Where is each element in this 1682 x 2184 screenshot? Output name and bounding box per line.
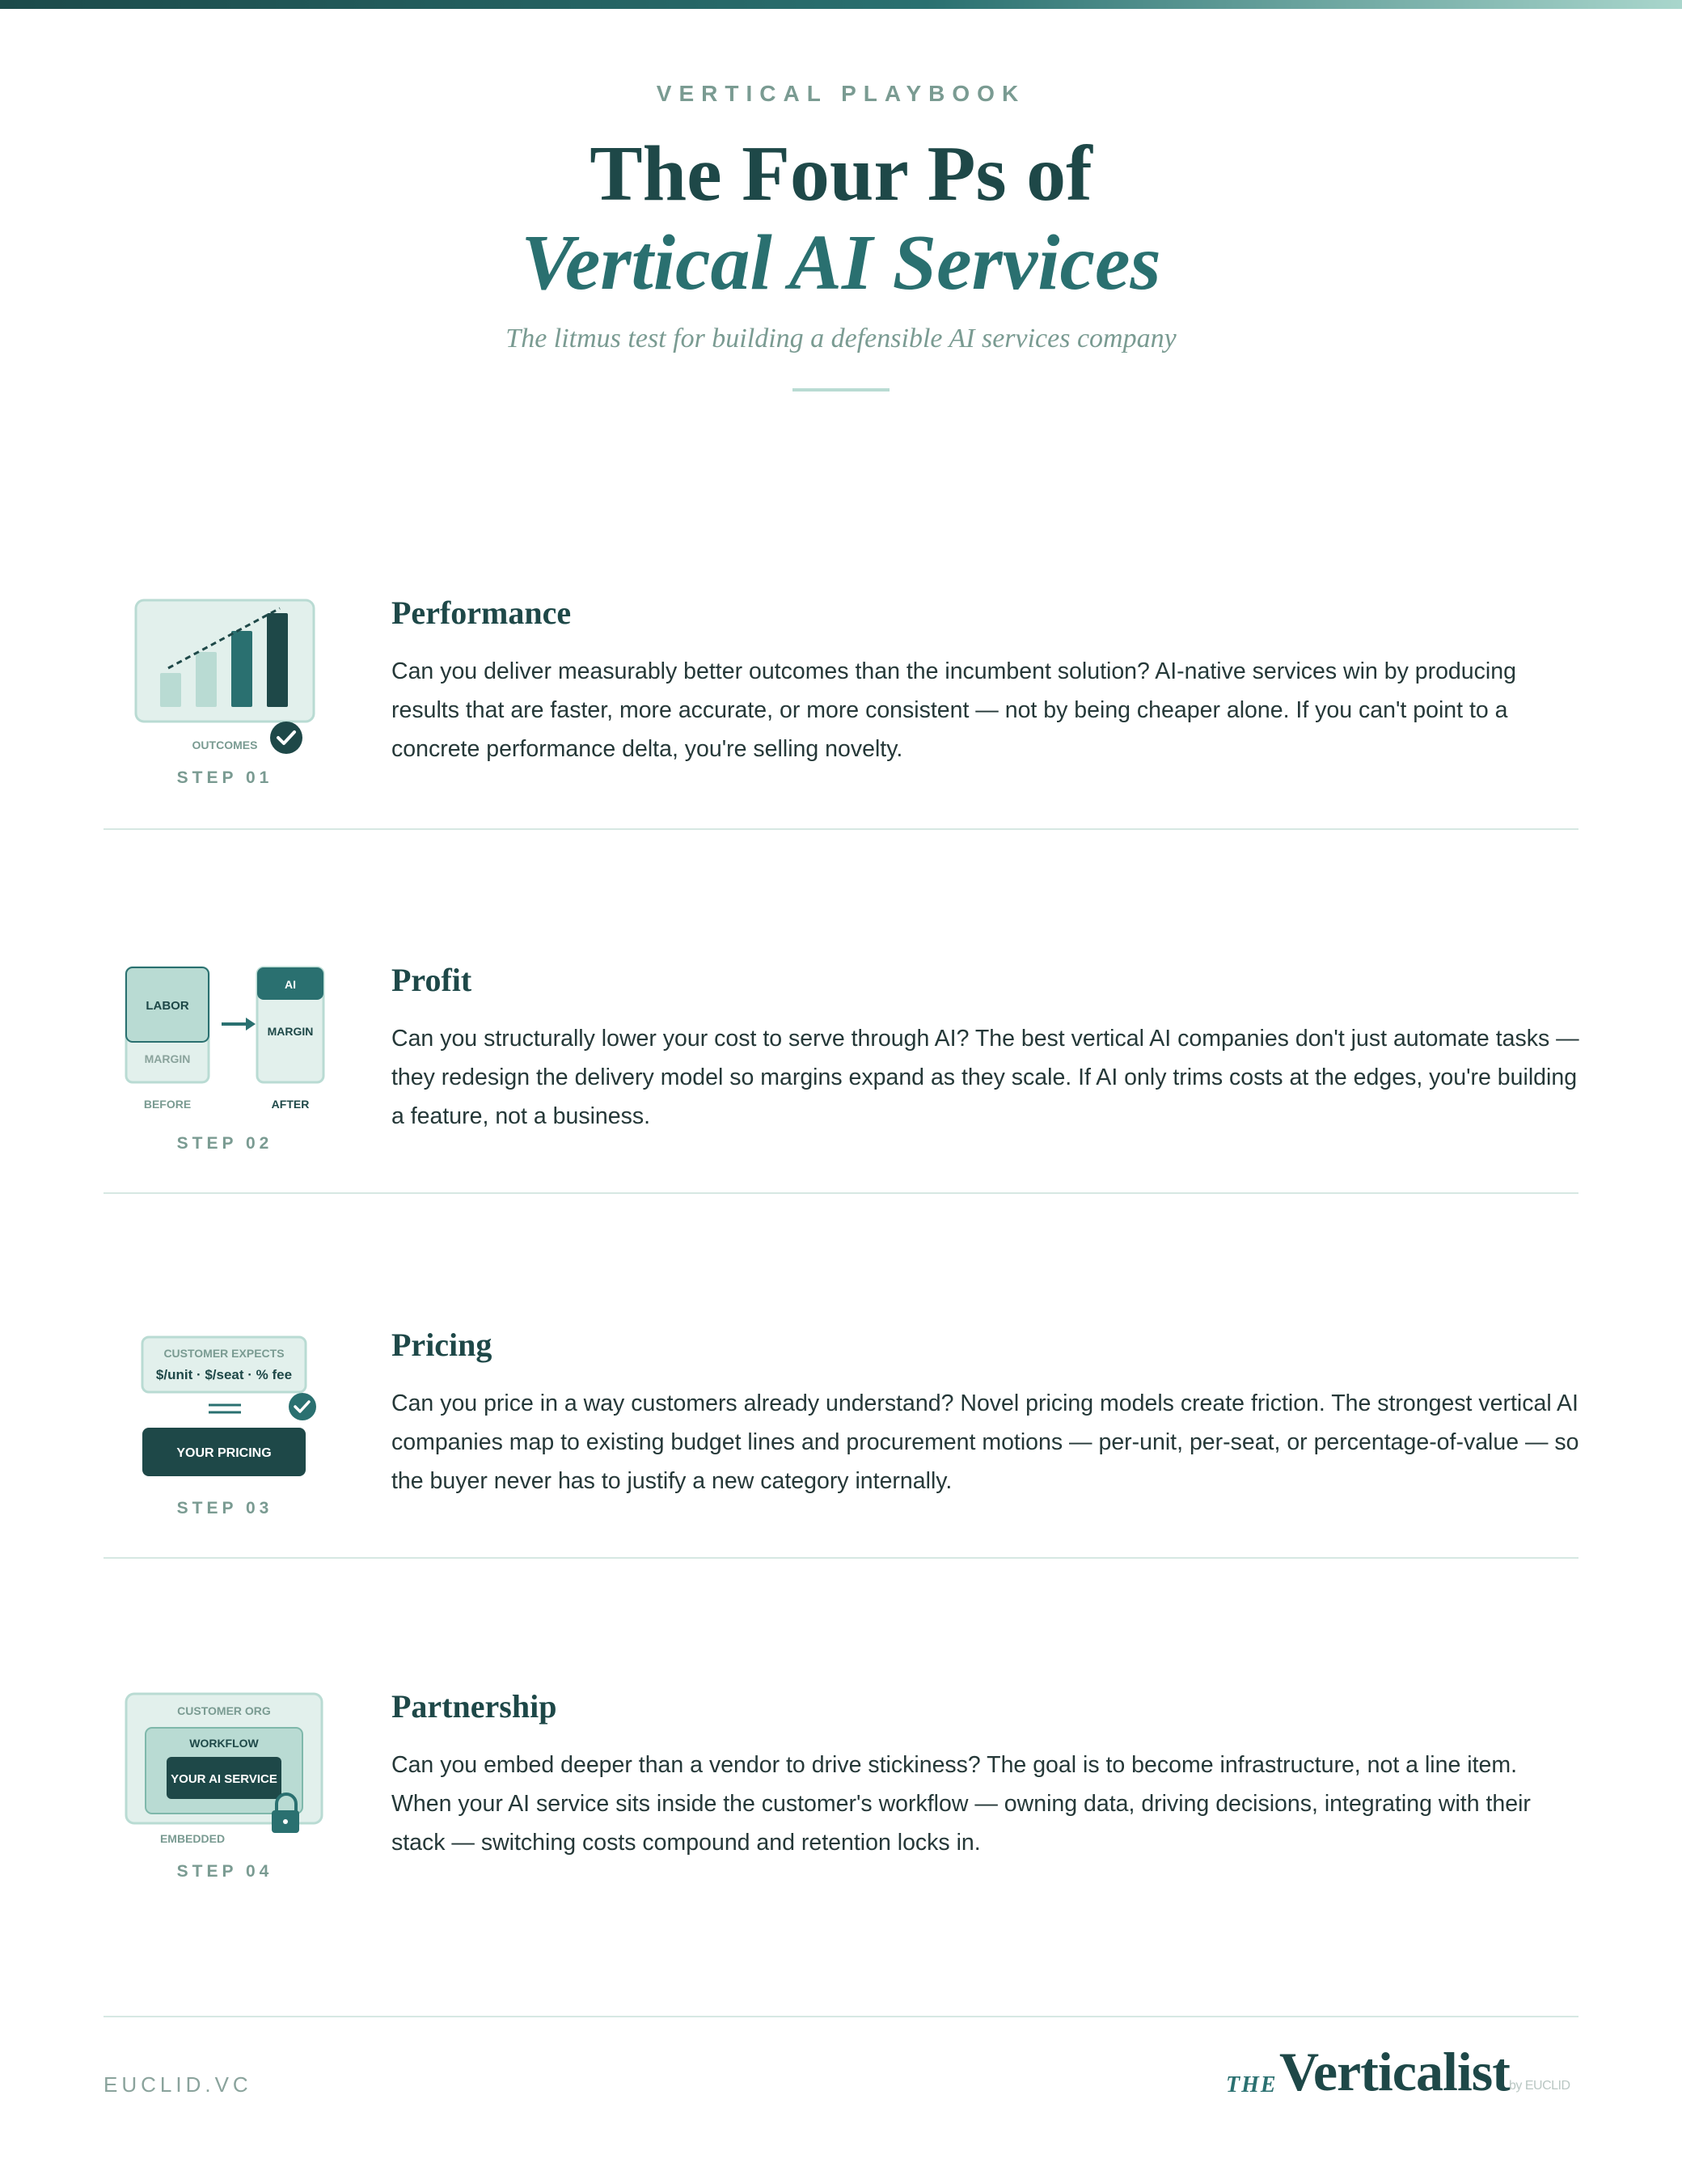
profit-margin-icon <box>104 966 346 1160</box>
pricing-match-icon <box>104 1331 346 1525</box>
step-description: Can you price in a way customers already understand? Novel pricing models create friction. The strongest vertical AI companies map to existing budget lines and procurement motions — per-unit, per-seat, or percentage-of-value — so the buyer never has to justify a new category internally. <box>391 1390 1579 1494</box>
chart-bar-2 <box>196 652 217 707</box>
chart-bar-3 <box>231 631 252 707</box>
page-title-line-1: The Four Ps of <box>590 130 1092 218</box>
check-icon <box>289 1393 316 1420</box>
partnership-embed-icon <box>104 1692 346 1886</box>
icon-caption-outcomes: OUTCOMES <box>192 739 258 751</box>
section-divider <box>104 1192 1578 1194</box>
step-number: STEP 03 <box>176 1499 273 1517</box>
page-title-line-2: Vertical AI Services <box>521 219 1161 307</box>
step-title: Performance <box>391 595 572 631</box>
section-divider <box>104 1557 1578 1559</box>
step-number: STEP 04 <box>176 1862 273 1881</box>
step-description: Can you deliver measurably better outcomes than the incumbent solution? AI-native services win by producing results that are faster, more accurate, or more consistent — not by being cheaper alone. If you can't point to a concrete performance delta, you're selling novelty. <box>391 658 1516 762</box>
before-caption: BEFORE <box>143 1098 192 1111</box>
after-caption: AFTER <box>271 1098 310 1111</box>
step-title: Profit <box>391 962 472 998</box>
check-icon <box>270 722 302 754</box>
ai-service-label: YOUR AI SERVICE <box>171 1772 277 1786</box>
customer-org-label: CUSTOMER ORG <box>177 1704 271 1717</box>
your-pricing-label: YOUR PRICING <box>176 1446 272 1460</box>
arrow-right-icon <box>246 1018 256 1031</box>
title-divider <box>792 388 890 392</box>
step-number: STEP 01 <box>176 768 273 787</box>
footer-site-link[interactable]: EUCLID.VC <box>104 2072 252 2097</box>
step-performance <box>104 595 1578 793</box>
pricing-models-text: $/unit · $/seat · % fee <box>155 1367 293 1382</box>
performance-chart-icon <box>104 599 346 793</box>
step-title: Pricing <box>391 1327 492 1363</box>
embedded-caption: EMBEDDED <box>159 1832 226 1845</box>
customer-expects-label: CUSTOMER EXPECTS <box>163 1347 285 1360</box>
step-profit <box>104 962 1579 1160</box>
workflow-label: WORKFLOW <box>189 1737 259 1750</box>
brand-name: Verticalist <box>1279 2041 1510 2102</box>
step-description: Can you embed deeper than a vendor to drive stickiness? The goal is to become infrastructure, not a line item. When your AI service sits inside the customer's workflow — owning data, driving decisions, integrating with their stack — switching costs compound and retention locks in. <box>391 1752 1531 1856</box>
brand-the: THE <box>1226 2072 1278 2097</box>
eyebrow-label: VERTICAL PLAYBOOK <box>656 81 1026 106</box>
footer-divider <box>104 2016 1578 2017</box>
step-pricing <box>104 1327 1579 1525</box>
labor-label: LABOR <box>146 999 189 1013</box>
page-subtitle: The litmus test for building a defensible AI services company <box>505 324 1177 353</box>
step-description: Can you structurally lower your cost to serve through AI? The best vertical AI companies don't just automate tasks — they redesign the delivery model so margins expand as they scale. If AI only trims costs at the edges, you're building a feature, not a business. <box>391 1026 1579 1129</box>
step-number: STEP 02 <box>176 1134 273 1153</box>
brand-logo <box>1221 2040 1577 2105</box>
step-title: Partnership <box>391 1688 557 1725</box>
chart-bar-4 <box>267 613 288 707</box>
top-accent-bar <box>0 0 1682 9</box>
margin-before-label: MARGIN <box>144 1052 191 1065</box>
customer-expects-box <box>142 1337 306 1392</box>
section-divider <box>104 828 1578 830</box>
margin-after-label: MARGIN <box>267 1025 314 1038</box>
step-partnership <box>104 1688 1578 1886</box>
chart-bar-1 <box>160 673 181 707</box>
brand-by: by EUCLID <box>1509 2079 1570 2093</box>
ai-label: AI <box>285 978 296 991</box>
